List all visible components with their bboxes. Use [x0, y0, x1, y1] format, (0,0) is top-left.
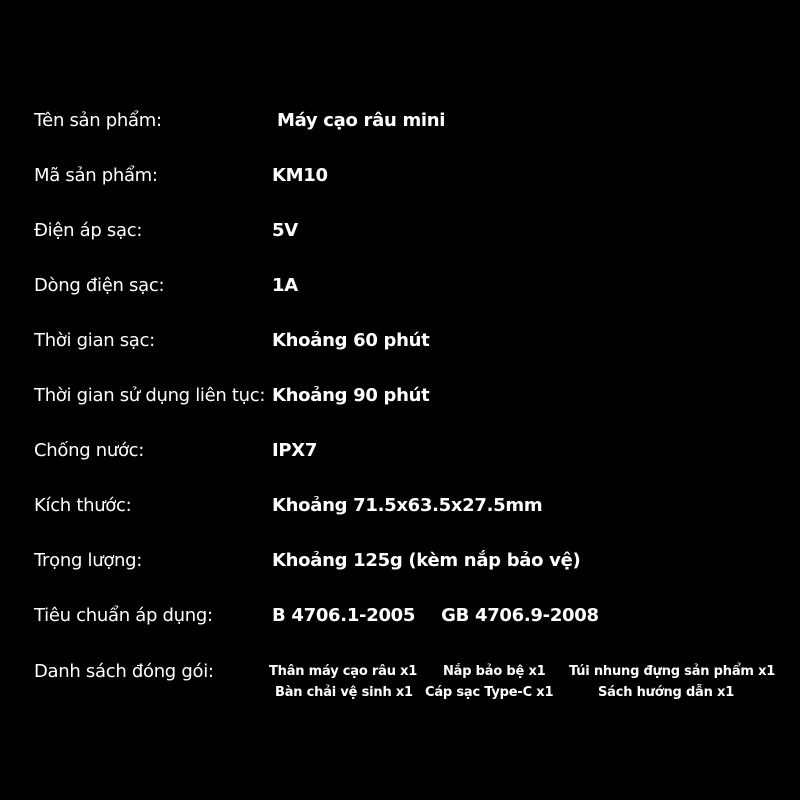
spec-label-standards: Tiêu chuẩn áp dụng:	[34, 605, 213, 626]
spec-label-weight: Trọng lượng:	[34, 550, 143, 571]
spec-value-product-name: Máy cạo râu mini	[277, 110, 446, 131]
packing-item-velvet-pouch: Túi nhung đựng sản phẩm x1	[569, 664, 776, 679]
spec-label-charging-current: Dòng điện sạc:	[34, 275, 165, 296]
spec-value-weight: Khoảng 125g (kèm nắp bảo vệ)	[272, 550, 581, 571]
standard-2: GB 4706.9-2008	[441, 605, 599, 626]
spec-label-usage-time: Thời gian sử dụng liên tục:	[34, 385, 266, 406]
packing-item-protective-cap: Nắp bảo bệ x1	[443, 664, 546, 679]
spec-value-charging-voltage: 5V	[272, 220, 298, 241]
spec-label-dimensions: Kích thước:	[34, 495, 132, 516]
spec-value-charging-time: Khoảng 60 phút	[272, 330, 430, 351]
spec-label-product-name: Tên sản phẩm:	[34, 110, 162, 131]
spec-value-dimensions: Khoảng 71.5x63.5x27.5mm	[272, 495, 543, 516]
packing-list-label: Danh sách đóng gói:	[34, 661, 214, 682]
spec-label-product-code: Mã sản phẩm:	[34, 165, 158, 186]
packing-item-shaver-body: Thân máy cạo râu x1	[269, 664, 418, 679]
spec-value-waterproof: IPX7	[272, 440, 318, 461]
packing-item-manual: Sách hướng dẫn x1	[598, 685, 735, 700]
spec-value-product-code: KM10	[272, 165, 328, 186]
spec-label-charging-voltage: Điện áp sạc:	[34, 220, 143, 241]
spec-value-charging-current: 1A	[272, 275, 298, 296]
standard-1: B 4706.1-2005	[272, 605, 416, 626]
spec-value-usage-time: Khoảng 90 phút	[272, 385, 430, 406]
spec-value-standards	[272, 605, 599, 627]
packing-item-cleaning-brush: Bàn chải vệ sinh x1	[275, 685, 413, 700]
packing-item-usb-c-cable: Cáp sạc Type-C x1	[425, 685, 554, 700]
spec-label-waterproof: Chống nước:	[34, 440, 145, 461]
spec-label-charging-time: Thời gian sạc:	[34, 330, 155, 351]
